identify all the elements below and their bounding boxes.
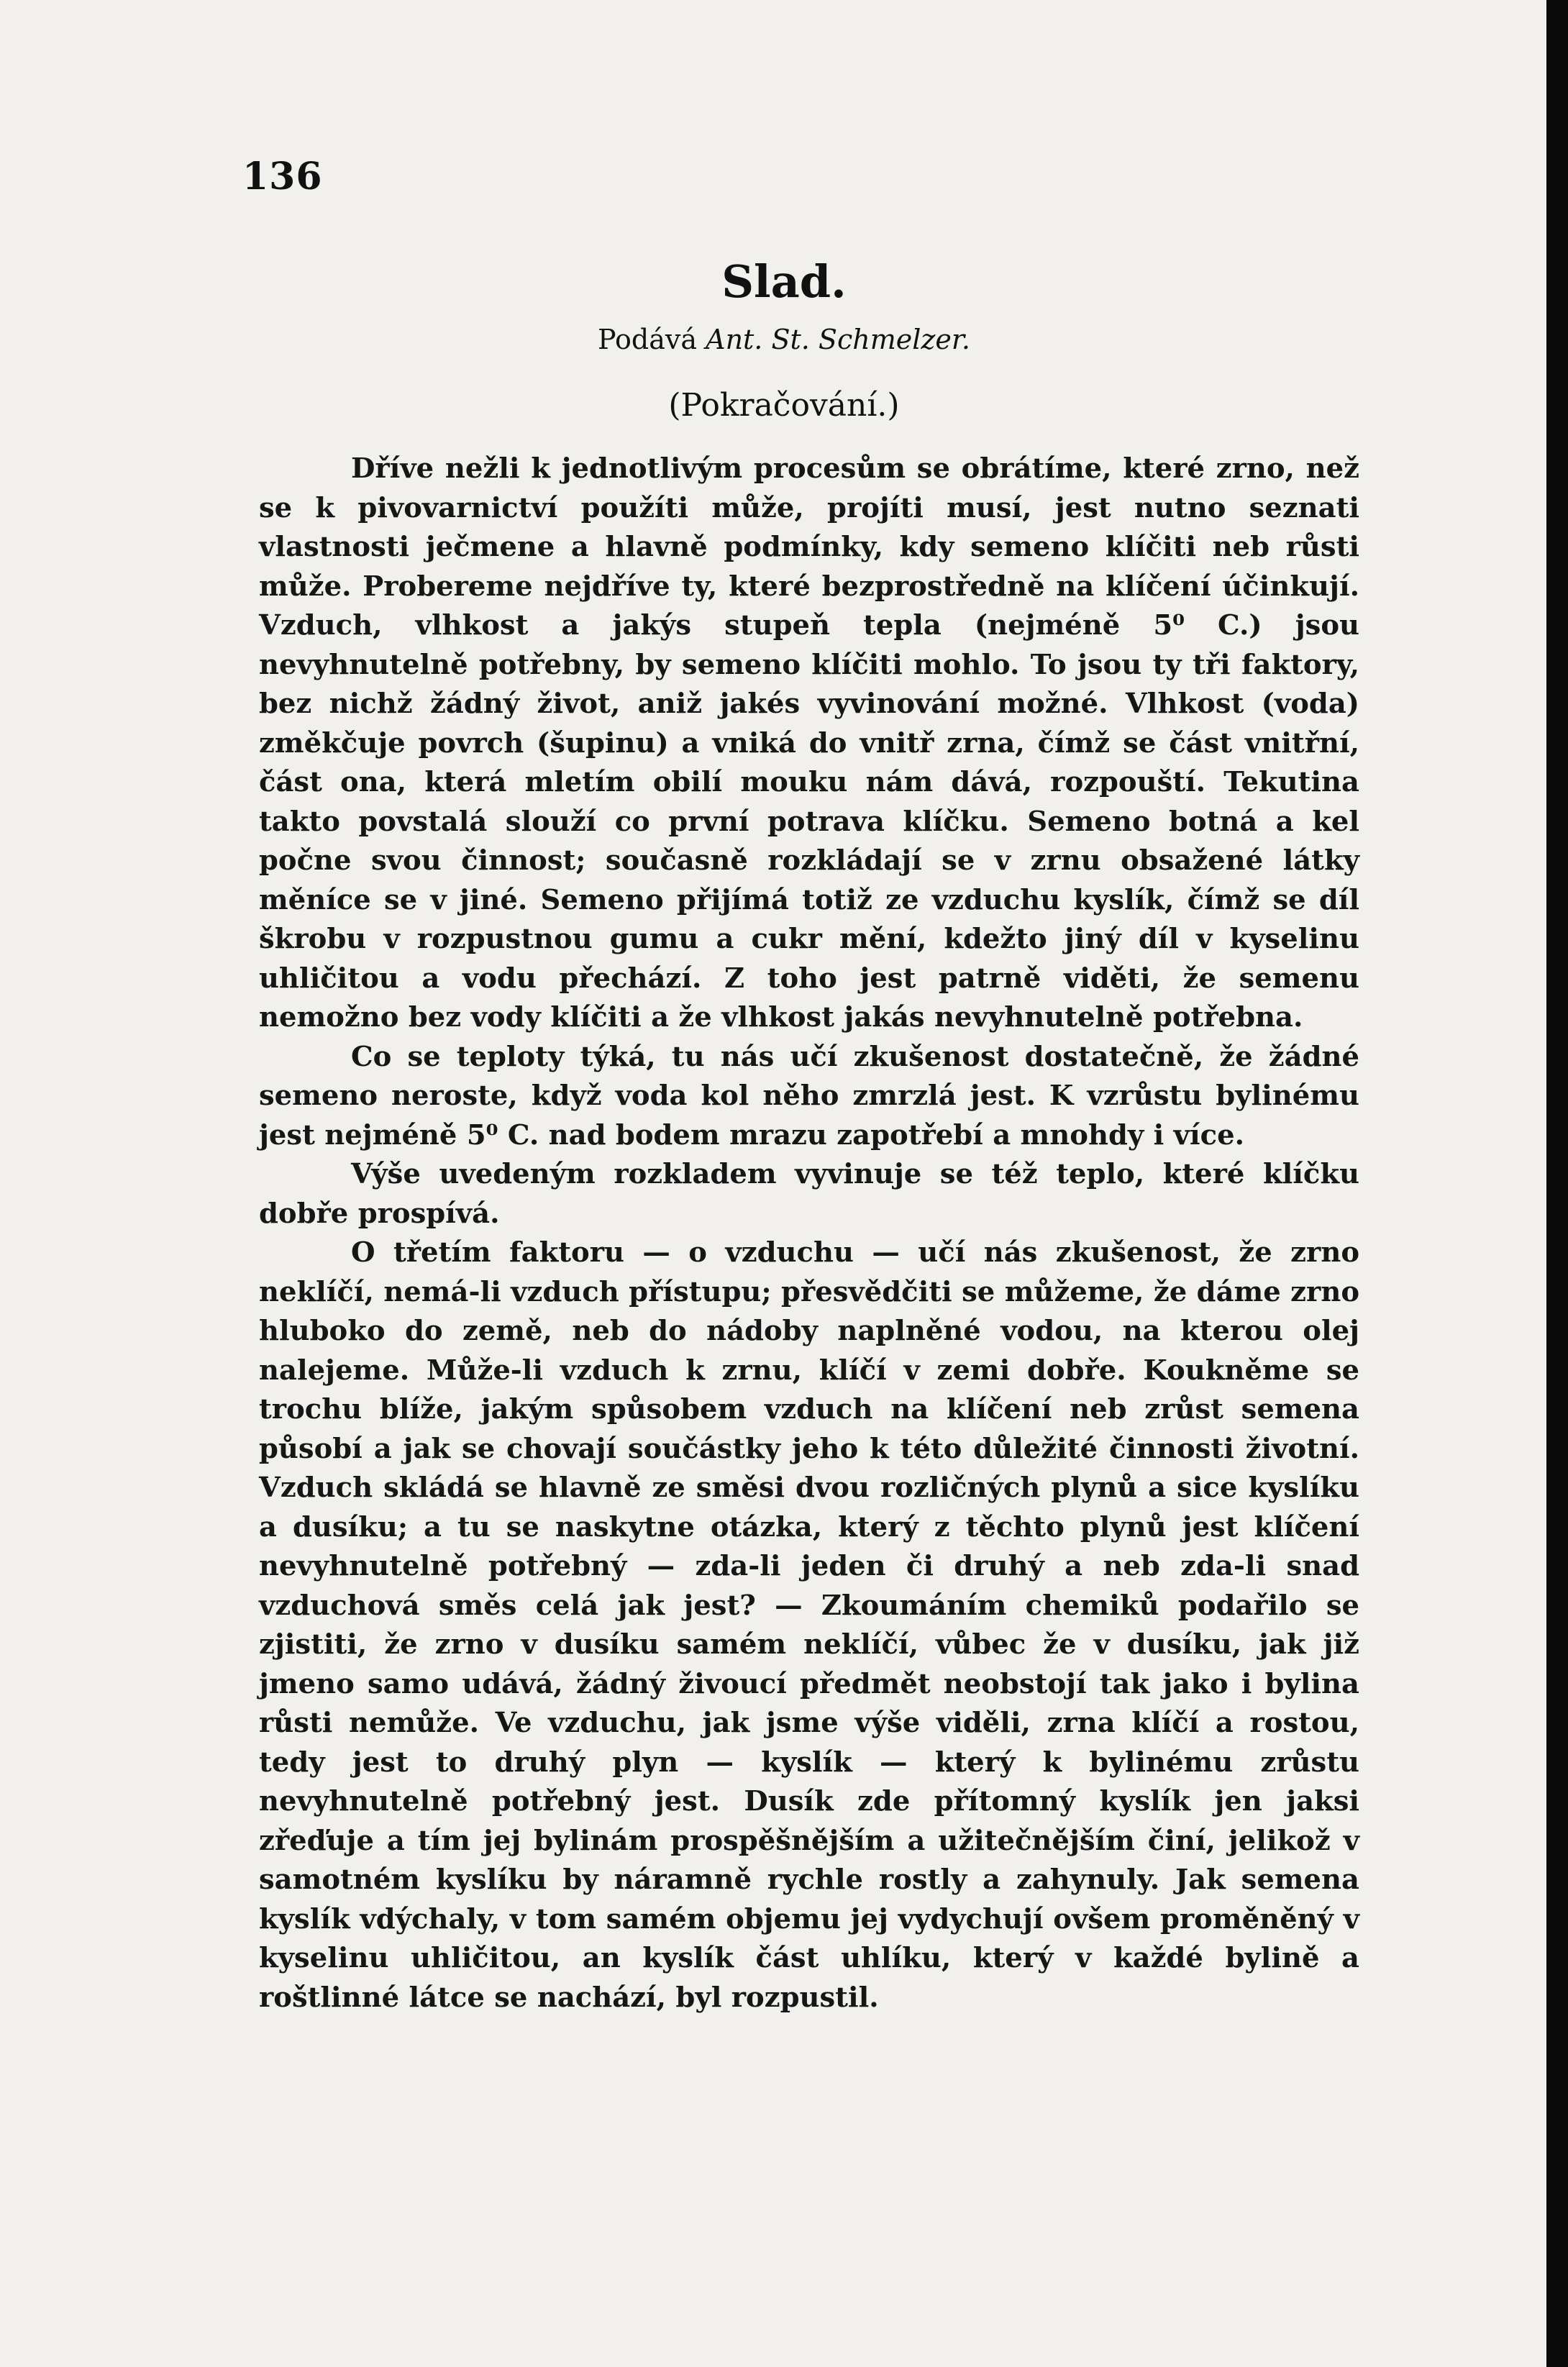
paragraph: O třetím faktoru — o vzduchu — učí nás zkušenost, že zrno neklíčí, nemá-li vzduch přístupu; přesvědčiti se můžeme, že dáme zrno hluboko do země, neb do nádoby naplněné vodou, na kterou olej nalejeme. Může-li vzduch k zrnu, klíčí v zemi dobře. Koukněme se trochu blíže, jakým spůsobem vzduch na klíčení neb zrůst semena působí a jak se chovají součástky jeho k této důležité činnosti životní. Vzduch skládá se hlavně ze směsi dvou rozličných plynů a sice kyslíku a dusíku; a tu se naskytne otázka, který z těchto plynů jest klíčení nevyhnutelně potřebný — zda-li jeden či druhý a neb zda-li snad vzduchová směs celá jak jest? — Zkoumáním chemiků podařilo se zjistiti, že zrno v dusíku samém neklíčí, vůbec že v dusíku, jak již jmeno samo udává, žádný živoucí předmět neobstojí tak jako i bylina růsti nemůže. Ve vzduchu, jak jsme výše viděli, zrna klíčí a rostou, tedy jest to druhý plyn — kyslík — který k bylinému zrůstu nevyhnutelně potřebný jest. Dusík zde přítomný kyslík jen jaksi zřeďuje a tím jej bylinám prospěšnějším a užitečnějším činí, jelikož v samotném kyslíku by náramně rychle rostly a zahynuly. Jak semena kyslík vdýchaly, v tom samém objemu jej vydychují ovšem proměněný v kyselinu uhličitou, an kyslík část uhlíku, který v každé bylině a roštlinné látce se nachází, byl rozpustil. — [259, 1236, 1359, 2014]
paragraph: Co se teploty týká, tu nás učí zkušenost dostatečně, že žádné semeno neroste, když voda kol něho zmrzlá jest. K vzrůstu bylinému jest nejméně 5⁰ C. nad bodem mrazu zapotřebí a mnohdy i více. — [259, 1040, 1359, 1151]
continuation-note: (Pokračování.) — [668, 387, 900, 424]
page-number: 136 — [242, 155, 323, 199]
byline-author: Ant. St. Schmelzer. — [706, 324, 970, 355]
article-title: Slad. — [721, 255, 847, 308]
paragraph: Dříve nežli k jednotlivým procesům se obrátíme, které zrno, než se k pivovarnictví použíti může, projíti musí, jest nutno seznati vlastnosti ječmene a hlavně podmínky, kdy semeno klíčiti neb růsti může. Probereme nejdříve ty, které bezprostředně na klíčení účinkují. Vzduch, vlhkost a jakýs stupeň tepla (nejméně 5⁰ C.) jsou nevyhnutelně potřebny, by semeno klíčiti mohlo. To jsou ty tři faktory, bez nichž žádný život, aniž jakés vyvinování možné. Vlhkost (voda) změkčuje povrch (šupinu) a vniká do vnitř zrna, čímž se část vnitřní, část ona, která mletím obilí mouku nám dává, rozpouští. Tekutina takto povstalá slouží co první potrava klíčku. Semeno botná a kel počne svou činnost; současně rozkládají se v zrnu obsažené látky měníce se v jiné. Semeno přijímá totiž ze vzduchu kyslík, čímž se díl škrobu v rozpustnou gumu a cukr mění, kdežto jiný díl v kyselinu uhličitou a vodu přechází. Z toho jest patrně viděti, že semenu nemožno bez vody klíčiti a že vlhkost jakás nevyhnutelně potřebna. — [259, 452, 1359, 1034]
scan-edge — [1546, 0, 1568, 2367]
article-body — [259, 450, 1359, 2017]
paragraph: Výše uvedeným rozkladem vyvinuje se též teplo, které klíčku dobře prospívá. — [259, 1158, 1359, 1230]
byline — [0, 324, 1546, 355]
byline-prefix: Podává — [598, 324, 698, 355]
